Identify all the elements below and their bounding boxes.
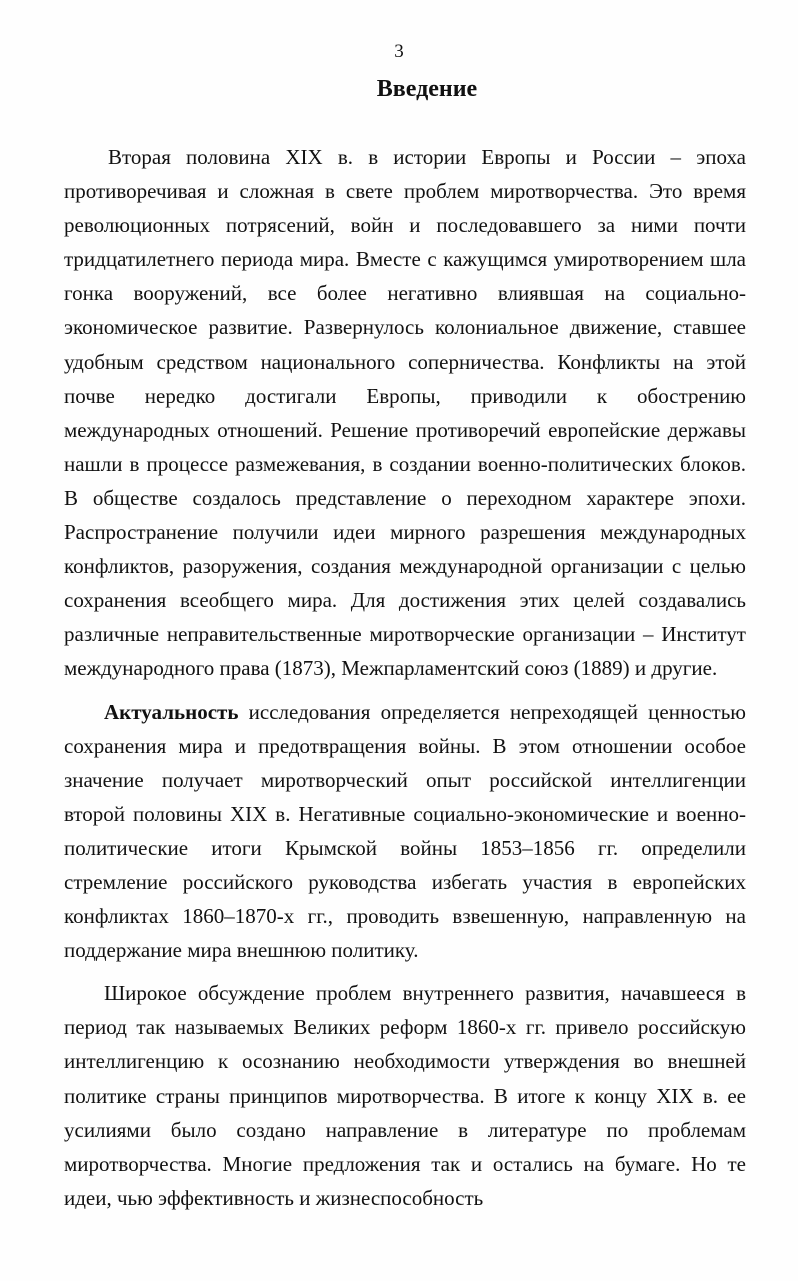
paragraph-relevance xyxy=(64,695,746,968)
relevance-term: Актуальность xyxy=(104,699,239,724)
paragraph-intro-text: Вторая половина XIX в. в истории Европы и России – эпоха противоречивая и сложная в свете проблем миротворчества. Это время революционных потрясений, войн и последовавшего за ними почти тридцатилетнего периода мира. Вместе с кажущимся умиротворением шла гонка вооружений, все более негативно влиявшая на социально-экономическое развитие. Развернулось колониальное движение, ставшее удобным средством национального соперничества. Конфликты на этой почве нередко достигали Европы, приводили к обострению международных отношений. Решение противоречий европейские державы нашли в процессе размежевания, в создании военно-политических блоков. В обществе создалось представление о переходном характере эпохи. Распространение получили идеи мирного разрешения международных конфликтов, разоружения, создания международной организации с целью сохранения всеобщего мира. Для достижения этих целей создавались различные неправительственные миротворческие организации – Институт международного права (1873), Межпарламентский союз (1889) и другие. xyxy=(64,145,746,681)
body-text xyxy=(64,140,746,1215)
paragraph-relevance-text: исследования определяется непреходящей ценностью сохранения мира и предотвращения войны. В этом отношении особое значение получает миротворческий опыт российской интеллигенции второй половины XIX в. Негативные социально-экономические и военно-политические итоги Крымской войны 1853–1856 гг. определили стремление российского руководства избегать участия в европейских конфликтах 1860–1870-х гг., проводить взвешенную, направленную на поддержание мира внешнюю политику. xyxy=(64,699,746,963)
paragraph-discussion-text: Широкое обсуждение проблем внутреннего развития, начавшееся в период так называемых Великих реформ 1860-х гг. привело российскую интеллигенцию к осознанию необходимости утверждения во внешней политике страны принципов миротворчества. В итоге к концу XIX в. ее усилиями было создано направление в литературе по проблемам миротворчества. Многие предложения так и остались на бумаге. Но те идеи, чью эффективность и жизнеспособность xyxy=(64,981,746,1210)
paragraph-discussion xyxy=(64,976,746,1215)
paragraph-intro xyxy=(64,140,746,686)
page-number: 3 xyxy=(394,41,404,62)
page-title: Введение xyxy=(376,76,478,102)
